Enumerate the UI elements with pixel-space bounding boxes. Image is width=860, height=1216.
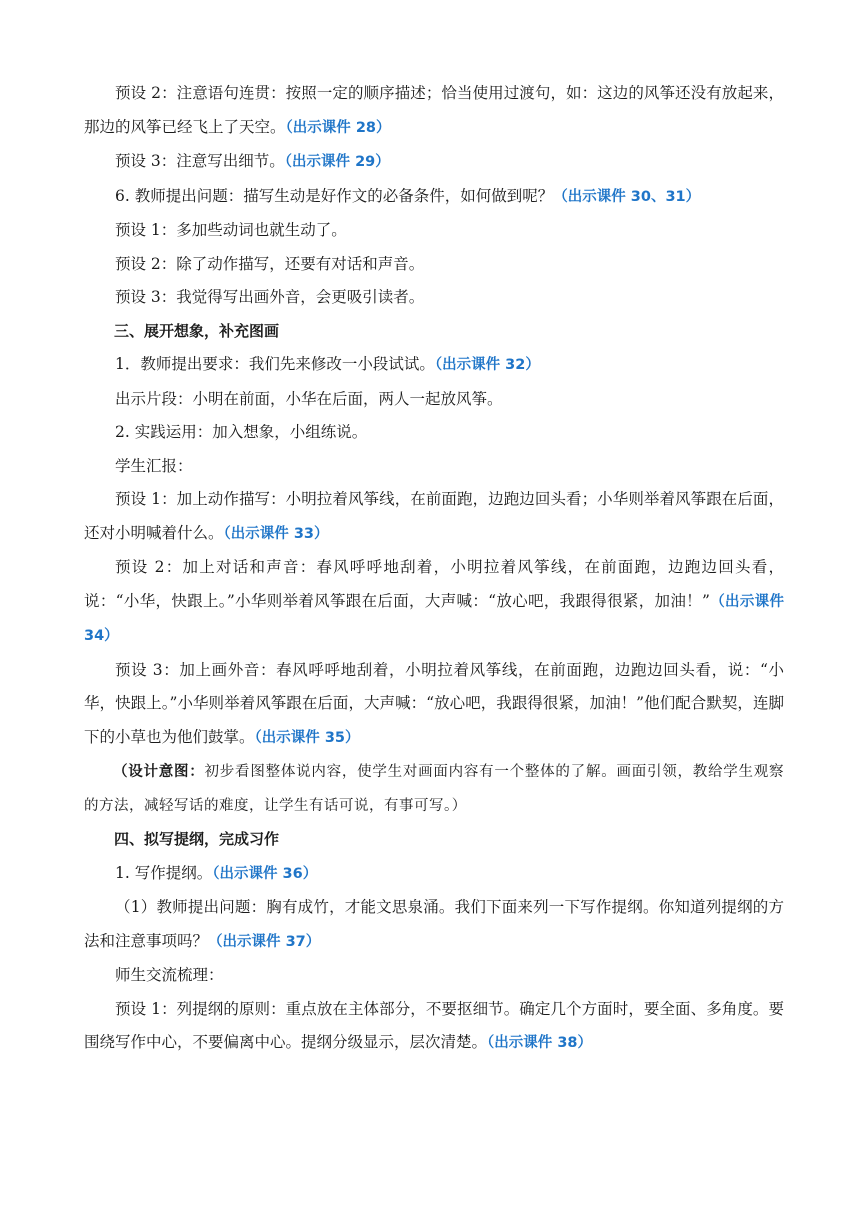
paragraph-text: 预设 2：加上对话和声音：春风呼呼地刮着，小明拉着风筝线，在前面跑，边跑边回头看，说：“小华，快跟上。”小华则举着风筝跟在后面，大声喊：“放心吧，我跟得很紧，加油！” bbox=[84, 558, 784, 610]
paragraph bbox=[84, 145, 784, 180]
design-intent-note bbox=[84, 755, 784, 823]
document-body bbox=[84, 77, 784, 1061]
courseware-ref: （出示课件 37） bbox=[208, 933, 321, 950]
paragraph bbox=[84, 450, 784, 484]
courseware-ref: （出示课件 32） bbox=[434, 357, 540, 373]
paragraph bbox=[84, 383, 784, 417]
paragraph bbox=[84, 281, 784, 315]
paragraph bbox=[84, 214, 784, 248]
paragraph-text: 预设 2：除了动作描写，还要有对话和声音。 bbox=[115, 254, 425, 273]
paragraph bbox=[84, 551, 784, 654]
paragraph-text: 预设 1：列提纲的原则：重点放在主体部分，不要抠细节。确定几个方面时，要全面、多角度。要围绕写作中心，不要偏离中心。提纲分级显示，层次清楚。 bbox=[84, 999, 784, 1051]
courseware-ref: （出示课件 33） bbox=[223, 525, 329, 542]
paragraph bbox=[84, 248, 784, 282]
courseware-ref: （出示课件 35） bbox=[254, 729, 360, 746]
paragraph bbox=[84, 416, 784, 450]
section-heading: 三、展开想象，补充图画 bbox=[114, 321, 280, 340]
paragraph-text: 预设 3：注意写出细节。 bbox=[115, 152, 285, 170]
paragraph bbox=[84, 77, 784, 145]
paragraph bbox=[84, 654, 784, 756]
paragraph-text: 2. 实践运用：加入想象，小组练说。 bbox=[115, 423, 368, 441]
courseware-ref: （出示课件 29） bbox=[284, 154, 390, 170]
paragraph-text: 1. 写作提纲。 bbox=[115, 863, 213, 882]
paragraph-text: 预设 1：多加些动词也就生动了。 bbox=[115, 221, 347, 239]
courseware-ref: （出示课件 38） bbox=[487, 1035, 592, 1051]
section-heading: 四、拟写提纲，完成习作 bbox=[114, 830, 280, 848]
paragraph bbox=[84, 891, 784, 959]
design-intent-label: （设计意图： bbox=[113, 763, 205, 780]
paragraph-text: 1．教师提出要求：我们先来修改一小段试试。 bbox=[115, 355, 435, 373]
paragraph bbox=[84, 483, 784, 551]
paragraph-text: 预设 3：加上画外音：春风呼呼地刮着，小明拉着风筝线，在前面跑，边跑边回头看，说：“小华，快跟上。”小华则举着风筝跟在后面，大声喊：“放心吧，我跟得很紧，加油！”他们配合默契，连脚下的小草也为他们鼓掌。 bbox=[84, 660, 784, 746]
paragraph-text: 学生汇报： bbox=[115, 456, 193, 475]
paragraph-text: 预设 1：加上动作描写：小明拉着风筝线，在前面跑，边跑边回头看；小华则举着风筝跟在后面，还对小明喊着什么。 bbox=[84, 490, 784, 542]
design-intent-text: 初步看图整体说内容，使学生对画面内容有一个整体的了解。画面引领，教给学生观察的方法，减轻写话的难度，让学生有话可说，有事可写。） bbox=[84, 764, 785, 814]
paragraph-text: 6. 教师提出问题：描写生动是好作文的必备条件，如何做到呢？ bbox=[115, 186, 554, 205]
paragraph bbox=[84, 180, 784, 215]
paragraph-text: 预设 3：我觉得写出画外音，会更吸引读者。 bbox=[115, 288, 425, 306]
paragraph-text: 师生交流梳理： bbox=[115, 966, 224, 984]
courseware-ref: （出示课件 30、31） bbox=[553, 188, 701, 205]
paragraph bbox=[84, 348, 784, 383]
paragraph-text: 预设 2：注意语句连贯：按照一定的顺序描述；恰当使用过渡句，如：这边的风筝还没有放起来，那边的风筝已经飞上了天空。 bbox=[84, 84, 784, 136]
paragraph bbox=[84, 857, 784, 892]
courseware-ref: （出示课件 34） bbox=[84, 593, 785, 644]
courseware-ref: （出示课件 36） bbox=[212, 865, 318, 882]
paragraph-text: 出示片段：小明在前面，小华在后面，两人一起放风筝。 bbox=[115, 389, 503, 408]
paragraph-text: （1）教师提出问题：胸有成竹，才能文思泉涌。我们下面来列一下写作提纲。你知道列提纲的方法和注意事项吗？ bbox=[84, 898, 784, 950]
paragraph bbox=[84, 959, 784, 993]
courseware-ref: （出示课件 28） bbox=[285, 119, 391, 136]
paragraph bbox=[84, 993, 784, 1061]
